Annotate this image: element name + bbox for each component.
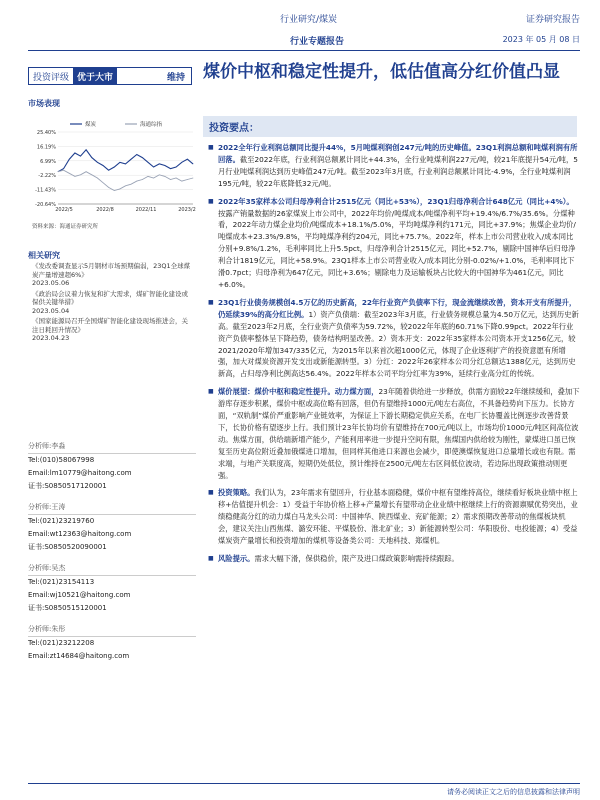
header-divider <box>28 50 580 51</box>
analyst-block <box>28 440 196 493</box>
data-point-coal <box>136 154 137 155</box>
data-point-index <box>75 176 76 177</box>
data-point-coal <box>108 170 109 171</box>
data-point-index <box>193 178 194 179</box>
x-tick-label: 2023/2 <box>178 207 196 213</box>
related-research-date: 2023.05.06 <box>32 279 70 287</box>
data-point-coal <box>148 162 149 163</box>
key-point-highlight: 2022全年行业利润总额同比提升44%，5月吨煤利润创247元/吨的历史峰值。23Q1利润总额和吨煤利润有所回落。 <box>218 143 578 164</box>
rating-action: 维持 <box>166 72 185 83</box>
key-point <box>206 196 580 291</box>
related-research-date: 2023.04.23 <box>32 334 70 342</box>
related-research-title[interactable]: 《国家能源局召开全国煤矿智能化建设现场推进会，关注日耗回升情况》 <box>32 317 188 334</box>
report-category: 行业研究/煤炭 <box>280 15 338 25</box>
analyst-tel: Tel:(010)58067998 <box>28 456 95 464</box>
key-point-text: 23年随着供给进一步释放，供需方面较22年继续缓和，叠加下游库存逐步积累，煤价中枢或高位略有回落，但仍有望维持1000元/吨左右高位，不具备趋势向下压力。长协方面，“双轨制”煤价严重影响产业链效率，为保证上下游长期稳定供应关系，在电厂长协覆盖比例逐步改善背景下，长协价格有望逐步上行。我们预计23年长协均价有望维持在700元/吨以上，市场均价1000元/吨区间高位波动。焦煤方面，供给端新增产能少，产能利用率进一步提升空间有限，焦煤国内供给较为刚性，蒙煤进口虽已恢复至历史高位附近叠加俄煤进口增加，但同样其他进口来源也会减少，即使澳煤恢复进口总量增长或也有限。需求端，与地产关联度高，短期仍处低位，预计维持在2500元/吨左右区间低位波动，若边际出现政策推动则更强。 <box>218 387 580 480</box>
data-point-index <box>80 174 81 175</box>
key-point <box>206 487 580 547</box>
data-point-coal <box>165 165 166 166</box>
data-point-index <box>181 181 182 182</box>
y-tick-label: -2.22% <box>38 173 56 180</box>
y-tick-label: 6.99% <box>40 158 56 165</box>
data-point-coal <box>181 162 182 163</box>
data-point-index <box>58 171 59 172</box>
data-point-index <box>153 178 154 179</box>
data-point-index <box>142 179 143 180</box>
data-point-coal <box>193 164 194 165</box>
data-point-coal <box>114 167 115 168</box>
analyst-block <box>28 501 196 554</box>
data-point-index <box>176 178 177 179</box>
series-line-index <box>58 170 193 190</box>
data-point-coal <box>120 162 121 163</box>
key-point-text: 需求大幅下滑，保供稳价，限产及进口煤政策影响需持续跟踪。 <box>254 554 459 563</box>
analyst-list <box>28 440 196 671</box>
data-point-index <box>91 174 92 175</box>
legend-label: 煤炭 <box>85 122 97 128</box>
data-point-index <box>165 176 166 177</box>
data-point-index <box>131 184 132 185</box>
y-tick-label: -11.43% <box>35 187 56 194</box>
analyst-name: 分析师:吴杰 <box>28 562 196 576</box>
data-point-coal <box>80 156 81 157</box>
related-research-item[interactable] <box>32 290 192 316</box>
key-point-highlight: 投资策略。 <box>218 488 255 498</box>
data-point-coal <box>97 162 98 163</box>
data-point-coal <box>153 167 154 168</box>
data-point-index <box>69 173 70 174</box>
key-point-highlight: 23Q1行业债务规模创4.5万亿的历史新高，22年行业资产负债率下行，现金流继续改善，资本开支有所提升，仍延续39%的高分红比例。 <box>218 297 577 319</box>
key-point <box>206 142 580 190</box>
data-point-coal <box>170 168 171 169</box>
analyst-block <box>28 623 196 663</box>
analyst-email[interactable]: Email:lm10779@haitong.com <box>28 469 132 477</box>
key-point <box>206 553 580 565</box>
data-point-coal <box>142 157 143 158</box>
data-point-index <box>86 171 87 172</box>
data-point-index <box>114 190 115 191</box>
key-point <box>206 386 580 481</box>
analyst-tel: Tel:(021)23154113 <box>28 578 95 586</box>
related-research-list <box>32 262 192 345</box>
data-point-index <box>159 174 160 175</box>
data-point-index <box>187 179 188 180</box>
key-point-text: 我们认为，23年需求有望回升，行业基本面稳健，煤价中枢有望维持高位，继续看好板块业绩中枢上移+估值提升机会：1）受益于年协价格上移+产量增长有望带动企业业绩中枢继续上行的资源禀赋优势突出，业绩稳健高分红的动力煤白马龙头公司：中国神华、陕西煤业、兖矿能源；2）需求预期改善带动的焦煤板块机会，建议关注山西焦煤、潞安环能、平煤股份、淮北矿业；3）新能源转型公司：华阳股份、电投能源；4）受益煤炭资产量增长和投资增加的煤机等设备类公司：天地科技、郑煤机。 <box>218 488 578 546</box>
related-research-title[interactable]: 《政治局会议着力恢复和扩大需求，煤矿智能化建设或保供关键举措》 <box>32 289 188 306</box>
key-point <box>206 297 580 380</box>
footer-divider <box>28 783 580 784</box>
data-point-index <box>97 178 98 179</box>
analyst-tel: Tel:(021)23212208 <box>28 639 95 647</box>
footer-disclaimer: 请务必阅读正文之后的信息披露和法律声明 <box>447 788 580 796</box>
analyst-email[interactable]: Email:wt12363@haitong.com <box>28 530 132 538</box>
key-point-highlight: 煤价展望：煤价中枢和稳定性提升。动力煤方面， <box>218 387 379 397</box>
data-point-index <box>108 187 109 188</box>
report-type: 证券研究报告 <box>525 15 580 25</box>
report-date: 2023 年 05 月 08 日 <box>502 35 580 44</box>
rating-label: 投资评级 <box>33 72 70 83</box>
x-tick-label: 2022/11 <box>135 207 157 213</box>
x-tick-label: 2022/8 <box>96 207 114 213</box>
report-subtitle: 行业专题报告 <box>290 37 345 47</box>
analyst-name: 分析师:王涛 <box>28 501 196 515</box>
analyst-cert: 证书:S0850515120001 <box>28 604 107 612</box>
data-point-coal <box>125 164 126 165</box>
data-point-coal <box>75 153 76 154</box>
related-research-date: 2023.05.04 <box>32 306 70 315</box>
analyst-cert: 证书:S0850517120001 <box>28 482 107 490</box>
y-tick-label: -20.64% <box>35 202 56 208</box>
y-tick-label: 25.40% <box>36 130 56 136</box>
market-performance-label: 市场表现 <box>28 99 60 108</box>
data-point-index <box>148 176 149 177</box>
x-tick-label: 2022/5 <box>55 207 73 213</box>
legend-label: 海通综指 <box>140 122 163 128</box>
analyst-email[interactable]: Email:wj10521@haitong.com <box>28 591 131 599</box>
analyst-cert: 证书:S0850520090001 <box>28 543 107 551</box>
data-point-coal <box>63 168 64 169</box>
analyst-name: 分析师:李淼 <box>28 440 196 454</box>
data-point-coal <box>131 159 132 160</box>
market-chart <box>28 118 198 218</box>
data-point-index <box>170 179 171 180</box>
key-points-body <box>206 142 580 571</box>
report-title: 煤价中枢和稳定性提升，低估值高分红价值凸显 <box>203 62 560 82</box>
related-research-label: 相关研究 <box>28 251 60 260</box>
data-point-coal <box>69 159 70 160</box>
data-point-index <box>63 170 64 171</box>
chart-source: 资料来源：海通证券研究所 <box>32 224 99 230</box>
related-research-item[interactable] <box>32 317 192 343</box>
data-point-index <box>125 185 126 186</box>
investment-rating <box>28 67 192 85</box>
data-point-coal <box>187 159 188 160</box>
analyst-tel: Tel:(021)23219760 <box>28 517 95 525</box>
data-point-index <box>103 182 104 183</box>
key-point-highlight: 2022年35家样本公司归母净利合计2515亿元（同比+53%），23Q1归母净利合计648亿元（同比+4%）。 <box>218 196 574 206</box>
rating-value: 优于大市 <box>73 68 117 84</box>
key-point-text: 截至2022年底，行业利润总额累计同比+44.3%，全行业吨煤利润227元/吨，较21年底提升54元/吨，5月行业吨煤利润达到历史峰值247元/吨。截至2023年3月底，行业利润总额累计同比-4.9%，全行业吨煤利润195元/吨，较22年底降低32元/吨。 <box>218 154 578 188</box>
key-point-highlight: 风险提示。 <box>218 554 255 563</box>
related-research-item[interactable] <box>32 262 192 288</box>
data-point-coal <box>103 165 104 166</box>
key-points-header: 投资要点： <box>203 116 577 137</box>
analyst-name: 分析师:朱彤 <box>28 623 196 637</box>
analyst-email[interactable]: Email:zt14684@haitong.com <box>28 652 130 660</box>
data-point-coal <box>159 164 160 165</box>
related-research-title[interactable]: 《发改委调查显示5月钢材市场预期偏弱，23Q1全球煤炭产量增速超6%》 <box>32 262 191 279</box>
key-point-text: 按露产销量数据的26家煤炭上市公司中，2022年均价/吨煤成本/吨煤净利平均+19.4%/6.7%/35.6%。分煤种看，2022年动力煤企业均价/吨煤成本+18.1%/5.0%，平均吨煤净利约171元，同比+37.9%；焦煤企业均价/吨煤成本+23.3%/9.8%，平均吨煤净利约204元，同比+75.7%。2022年，样本上市公司营业收入/成本同比分别+9.8%/1.2%，毛利率同比上升5.5pct，归母净利合计2515亿元，同比+52.7%，剔除中国神华后归母净利合计1819亿元，同比+58.9%。23Q1样本上市公司营业收入/成本同比分别-0.02%/+1.0%，毛利率同比下滑0.7pct；归母净利为647亿元，同比+3.6%；剔除电力及运输板块占比较大的中国神华为461亿元，同比+6.0%。 <box>218 208 576 289</box>
market-chart-svg <box>28 118 198 218</box>
data-point-coal <box>176 167 177 168</box>
analyst-block <box>28 562 196 615</box>
data-point-coal <box>86 149 87 150</box>
data-point-index <box>136 181 137 182</box>
y-tick-label: 16.19% <box>36 144 56 151</box>
data-point-index <box>120 189 121 190</box>
data-point-coal <box>91 157 92 158</box>
key-point-text: 1）资产负债端：截至2023年3月底，行业债务规模总量为4.50万亿元，达到历史新高。截至2023年2月底，全行业资产负债率为59.72%，较2022年年底的60.71%下降0.99pct。2022年行业资产负债率整体呈下降趋势，债务结构明显改善。2）资本开支：2022年35家样本公司资本开支1256亿元，较2021/2020年增加347/335亿元，为2015年以来首次超1000亿元，体现了企业逐利扩产的投资意愿有所增强，加大对煤炭资源开发支出或新能源转型。3）分红：2022年26家样本公司分红总额达1388亿元，达到历史新高，占归母净利比例高达56.4%。2022年样本公司平均分红率为39%，延续行业高分红的传统。 <box>218 309 579 379</box>
